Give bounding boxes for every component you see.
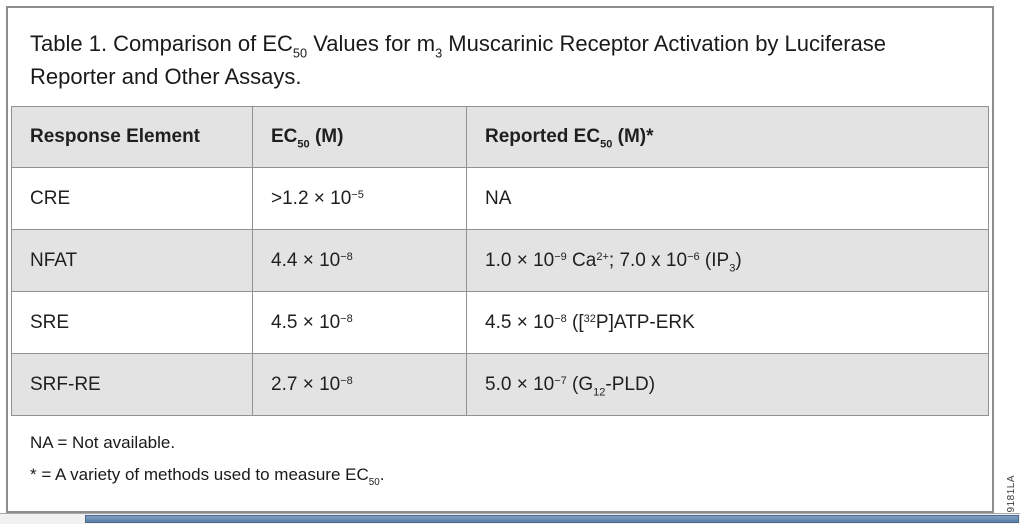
table-row-sre <box>12 292 989 354</box>
cell-ec50-value: $4.4 \times 10^{-8}$ <box>253 230 467 292</box>
column-header-ec50: $EC_{50}$ (M) <box>253 107 467 168</box>
footnote-asterisk: * = A variety of methods used to measure $EC_{50}$. <box>30 465 385 488</box>
table-figure <box>6 6 994 513</box>
table-row-cre <box>12 168 989 230</box>
figure-code-label: 9181LA <box>1006 474 1017 512</box>
cell-reported-ec50-value: $4.5 \times 10^{-8}$ ([$^{32}$P]ATP-ERK <box>467 292 989 354</box>
cell-ec50-value: $2.7 \times 10^{-8}$ <box>253 354 467 416</box>
cell-response-element: SRE <box>12 292 253 354</box>
horizontal-scrollbar-track[interactable] <box>0 513 1020 524</box>
table-footnotes <box>8 416 992 488</box>
cell-reported-ec50-value: $1.0 \times 10^{-9}$ $Ca^{2+}$; 7.0 x $10^{-6}$ $(IP_3)$ <box>467 230 989 292</box>
cell-response-element: SRF-RE <box>12 354 253 416</box>
cell-reported-ec50-value: NA <box>467 168 989 230</box>
column-header-reported-ec50: Reported $EC_{50}$ (M)* <box>467 107 989 168</box>
table-row-srf-re <box>12 354 989 416</box>
table-row-nfat <box>12 230 989 292</box>
cell-ec50-value: $>1.2 \times 10^{-5}$ <box>253 168 467 230</box>
cell-ec50-value: $4.5 \times 10^{-8}$ <box>253 292 467 354</box>
cell-response-element: CRE <box>12 168 253 230</box>
table-header-row <box>12 107 989 168</box>
footnote-na: NA = Not available. <box>30 433 176 452</box>
cell-reported-ec50-value: $5.0 \times 10^{-7}$ $(G_{12}-PLD)$ <box>467 354 989 416</box>
ec50-comparison-table <box>11 106 989 416</box>
table-title: Table 1. Comparison of $EC_{50}$ Values for $m_3$ Muscarinic Receptor Activation by Luciferase Reporter and Other Assays. <box>30 31 887 89</box>
cell-response-element: NFAT <box>12 230 253 292</box>
column-header-response-element: Response Element <box>12 107 253 168</box>
horizontal-scrollbar-thumb[interactable] <box>85 515 1019 523</box>
